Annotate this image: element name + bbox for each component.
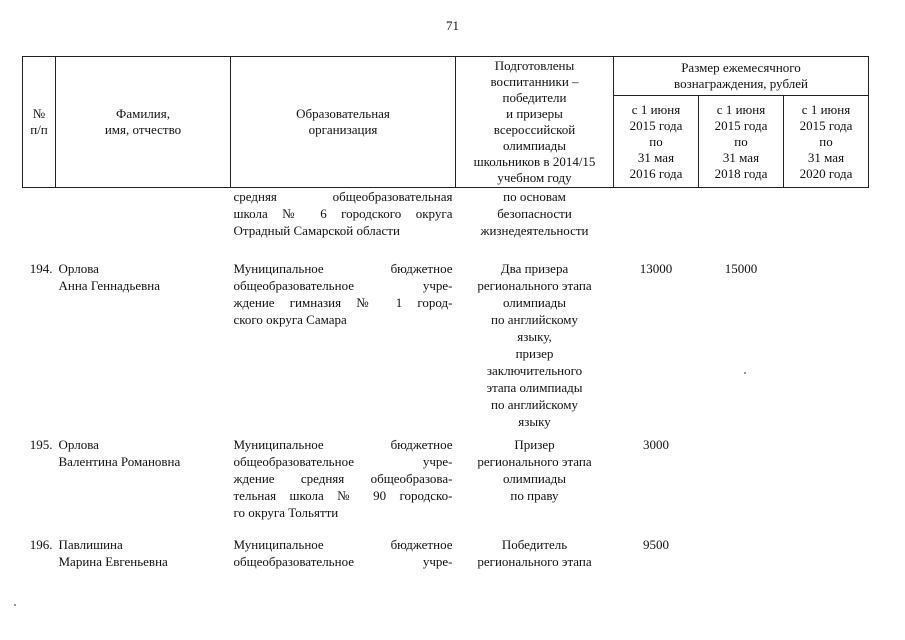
person-name: Павлишина Марина Евгеньевна — [58, 537, 168, 569]
amount-2016: 9500 — [643, 537, 669, 552]
table-row-continuation — [23, 188, 869, 261]
amount-2018 — [699, 436, 784, 536]
header-period-2020: с 1 июня 2015 года по 31 мая 2020 года — [784, 96, 869, 188]
person-name: Орлова Валентина Романовна — [58, 437, 181, 469]
row-number: 195. — [29, 437, 53, 452]
table-row — [23, 260, 869, 436]
header-num: № п/п — [23, 57, 56, 188]
award-table — [22, 56, 869, 576]
table-row — [23, 436, 869, 536]
row-number: 194. — [29, 261, 53, 276]
header-award-size: Размер ежемесячного вознаграждения, рублей — [614, 57, 869, 96]
achievement-cell: Два призера регионального этапа олимпиады по английскому языку, призер заключительного этапа олимпиады по английскому языку — [477, 261, 592, 429]
amount-2016: 3000 — [643, 437, 669, 452]
amount-2018: 15000 — [724, 261, 758, 276]
scan-speck — [14, 604, 16, 606]
organization-cell: Муниципальное бюджетное общеобразовательное учре- — [233, 537, 453, 569]
amount-2020 — [784, 436, 869, 536]
header-period-2016: с 1 июня 2015 года по 31 мая 2016 года — [614, 96, 699, 188]
person-name: Орлова Анна Геннадьевна — [58, 261, 160, 293]
amount-2016: 13000 — [639, 261, 673, 276]
row-number: 196. — [29, 537, 53, 552]
achievement-cell: Призер регионального этапа олимпиады по праву — [477, 437, 592, 503]
organization-cell: Муниципальное бюджетное общеобразовательное учре- ждение средняя общеобразова- тельная школа № 90 городско- го округа Тольятти — [233, 437, 453, 520]
table-header — [23, 57, 869, 188]
amount-2018 — [699, 536, 784, 576]
header-name: Фамилия, имя, отчество — [56, 57, 231, 188]
achievement-cell: по основам безопасности жизнедеятельности — [480, 189, 589, 238]
organization-cell: средняя общеобразовательная школа № 6 городского округа Отрадный Самарской области — [233, 189, 453, 238]
amount-2020 — [784, 536, 869, 576]
organization-cell: Муниципальное бюджетное общеобразовательное учре- ждение гимназия № 1 город- ского округа Самара — [233, 261, 453, 327]
header-organization: Образовательная организация — [231, 57, 456, 188]
table-row — [23, 536, 869, 576]
scan-speck — [744, 372, 746, 374]
header-period-2018: с 1 июня 2015 года по 31 мая 2018 года — [699, 96, 784, 188]
amount-2020 — [784, 260, 869, 436]
achievement-cell: Победитель регионального этапа — [477, 537, 592, 569]
header-prepared-students: Подготовлены воспитанники – победители и призеры всероссийской олимпиады школьников в 2014/15 учебном году — [456, 57, 614, 188]
page-number: 71 — [446, 18, 459, 33]
